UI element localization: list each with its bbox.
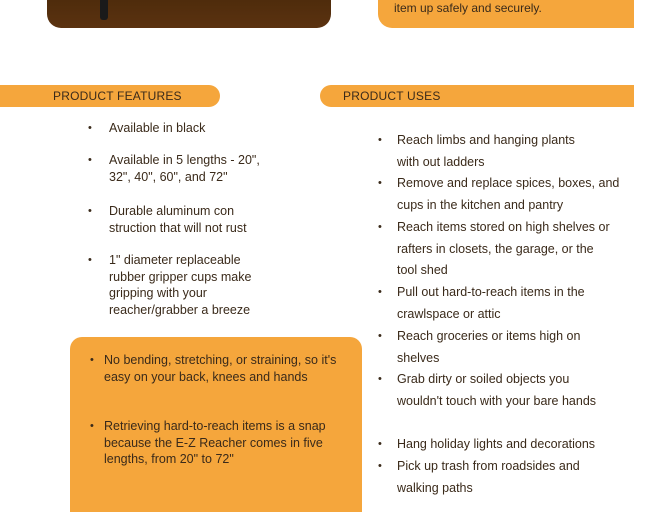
use-item: • Hang holiday lights and decorations: [397, 434, 637, 456]
use-item: • Pull out hard-to-reach items in the crawlspace or attic: [397, 282, 612, 325]
use-item: • Reach groceries or items high on shelves: [397, 326, 597, 369]
feature-item: • Available in black: [109, 120, 284, 137]
benefit-item: • Retrieving hard-to-reach items is a snap because the E-Z Reacher comes in five lengths, from 20" to 72": [104, 418, 344, 468]
use-item: • Grab dirty or soiled objects you wouldn't touch with your bare hands: [397, 369, 597, 412]
use-item: • Reach limbs and hanging plants with out ladders: [397, 130, 597, 173]
reacher-handle-image: [100, 0, 108, 20]
feature-item: • 1" diameter replaceable rubber gripper cups make gripping with your reacher/grabber a breeze: [109, 252, 279, 318]
use-item: • Remove and replace spices, boxes, and cups in the kitchen and pantry: [397, 173, 632, 216]
feature-item: • Durable aluminum con struction that will not rust: [109, 203, 269, 236]
benefit-item: • No bending, stretching, or straining, so it's easy on your back, knees and hands: [104, 352, 352, 385]
top-info-text: item up safely and securely.: [394, 1, 542, 15]
feature-item: • Available in 5 lengths - 20", 32", 40", 60", and 72": [109, 152, 269, 185]
use-item: • Pick up trash from roadsides and walking paths: [397, 456, 602, 499]
use-item: • Reach items stored on high shelves or rafters in closets, the garage, or the tool shed: [397, 217, 612, 282]
product-uses-heading: PRODUCT USES: [320, 85, 634, 107]
product-features-heading: PRODUCT FEATURES: [0, 85, 220, 107]
product-image: [47, 0, 331, 28]
